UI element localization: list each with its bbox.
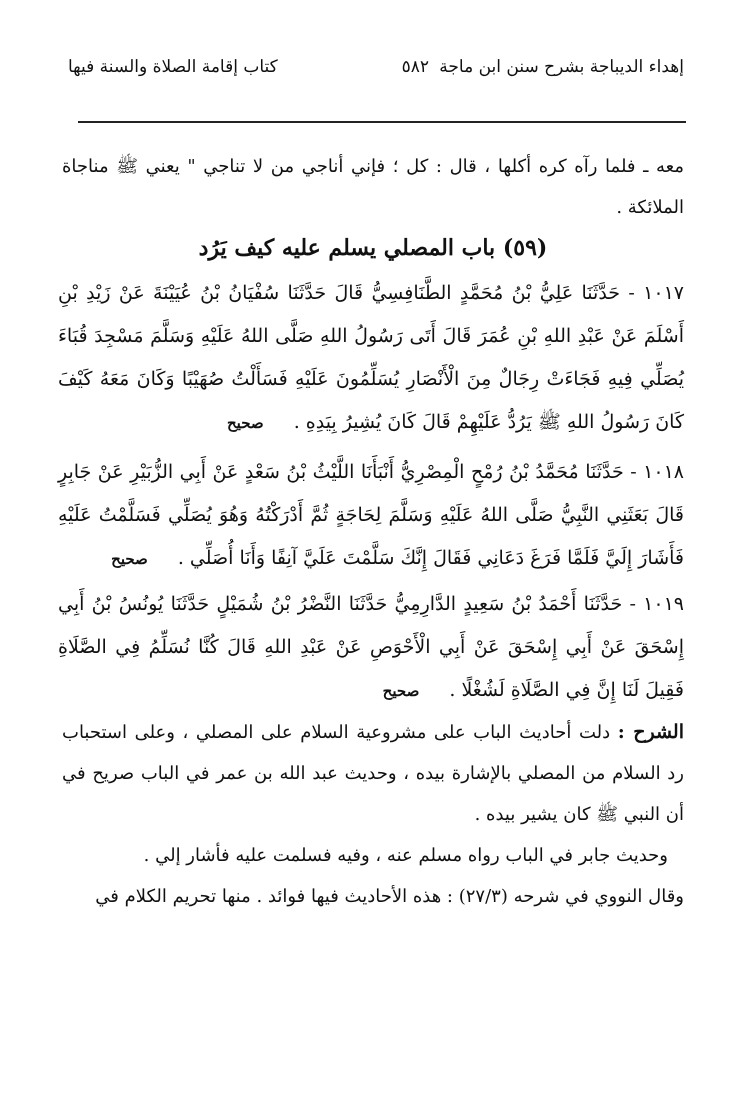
commentary-label: الشرح :	[617, 721, 684, 743]
chapter-heading: (٥٩) باب المصلي يسلم عليه كيف يَرُد	[198, 235, 548, 261]
commentary-paragraph: وقال النووي في شرحه (٢٧/٣) : هذه الأحاديث فيها فوائد . منها تحريم الكلام في	[95, 886, 684, 907]
header-divider	[78, 121, 686, 123]
hadith-grade: صحيح	[382, 682, 420, 700]
book-title: إهداء الديباجة بشرح سنن ابن ماجة	[439, 57, 684, 77]
hadith-grade: صحيح	[227, 414, 264, 432]
commentary-text: دلت أحاديث الباب على مشروعية السلام على المصلي ، وعلى استحباب رد السلام من المصلي بالإشارة بيده ، وحديث عبد الله بن عمر في الباب صريح في أن النبي ﷺ كان يشير بيده .	[62, 722, 684, 825]
hadith-1018	[58, 451, 684, 581]
hadith-1019	[58, 583, 684, 713]
intro-paragraph: معه ـ فلما رآه كره أكلها ، قال : كل ؛ فإني أناجي من لا تناجي " يعني ﷺ مناجاة الملائكة .	[62, 156, 684, 218]
commentary-paragraph	[62, 712, 684, 835]
hadith-text: ١٠١٨ - حَدَّثَنَا مُحَمَّدُ بْنُ رُمْحٍ الْمِصْرِيُّ أَنْبَأَنَا اللَّيْثُ بْنُ سَعْدٍ عَنْ أَبِي الزُّبَيْرِ عَنْ جَابِرٍ قَالَ بَعَثَنِي النَّبِيُّ صَلَّى اللهُ عَلَيْهِ وَسَلَّمَ لِحَاجَةٍ ثُمَّ أَدْرَكْتُهُ وَهُوَ يُصَلِّي فَسَلَّمْتُ عَلَيْهِ فَأَشَارَ إِلَيَّ فَلَمَّا فَرَغَ دَعَانِي فَقَالَ إِنَّكَ سَلَّمْتَ عَلَيَّ آنِفًا وَأَنَا أُصَلِّي .	[58, 461, 684, 569]
hadith-1017	[58, 272, 684, 445]
hadith-text: ١٠١٧ - حَدَّثَنَا عَلِيُّ بْنُ مُحَمَّدٍ الطَّنَافِسِيُّ قَالَ حَدَّثَنَا سُفْيَانُ بْنُ عُيَيْنَةَ عَنْ زَيْدِ بْنِ أَسْلَمَ عَنْ عَبْدِ اللهِ بْنِ عُمَرَ قَالَ أَتَى رَسُولُ اللهِ صَلَّى اللهُ عَلَيْهِ وَسَلَّمَ مَسْجِدَ قُبَاءَ يُصَلِّي فِيهِ فَجَاءَتْ رِجَالٌ مِنَ الْأَنْصَارِ يُسَلِّمُونَ عَلَيْهِ فَسَأَلْتُ صُهَيْبًا وَكَانَ مَعَهُ كَيْفَ كَانَ رَسُولُ اللهِ ﷺ يَرُدُّ عَلَيْهِمْ قَالَ كَانَ يُشِيرُ بِيَدِهِ .	[58, 282, 684, 433]
running-header	[68, 52, 684, 82]
hadith-grade: صحيح	[111, 550, 148, 568]
section-title: كتاب إقامة الصلاة والسنة فيها	[68, 57, 278, 77]
commentary-paragraph: وحديث جابر في الباب رواه مسلم عنه ، وفيه فسلمت عليه فأشار إلي .	[143, 845, 668, 866]
commentary-section	[62, 712, 684, 917]
page-number: ٥٨٢	[401, 57, 429, 77]
hadith-text: ١٠١٩ - حَدَّثَنَا أَحْمَدُ بْنُ سَعِيدٍ الدَّارِمِيُّ حَدَّثَنَا النَّضْرُ بْنُ شُمَيْلٍ حَدَّثَنَا يُونُسُ بْنُ أَبِي إِسْحَقَ عَنْ أَبِي إِسْحَقَ عَنْ أَبِي الْأَحْوَصِ عَنْ عَبْدِ اللهِ قَالَ كُنَّا نُسَلِّمُ فِي الصَّلَاةِ فَقِيلَ لَنَا إِنَّ فِي الصَّلَاةِ لَشُغْلًا .	[58, 593, 684, 701]
